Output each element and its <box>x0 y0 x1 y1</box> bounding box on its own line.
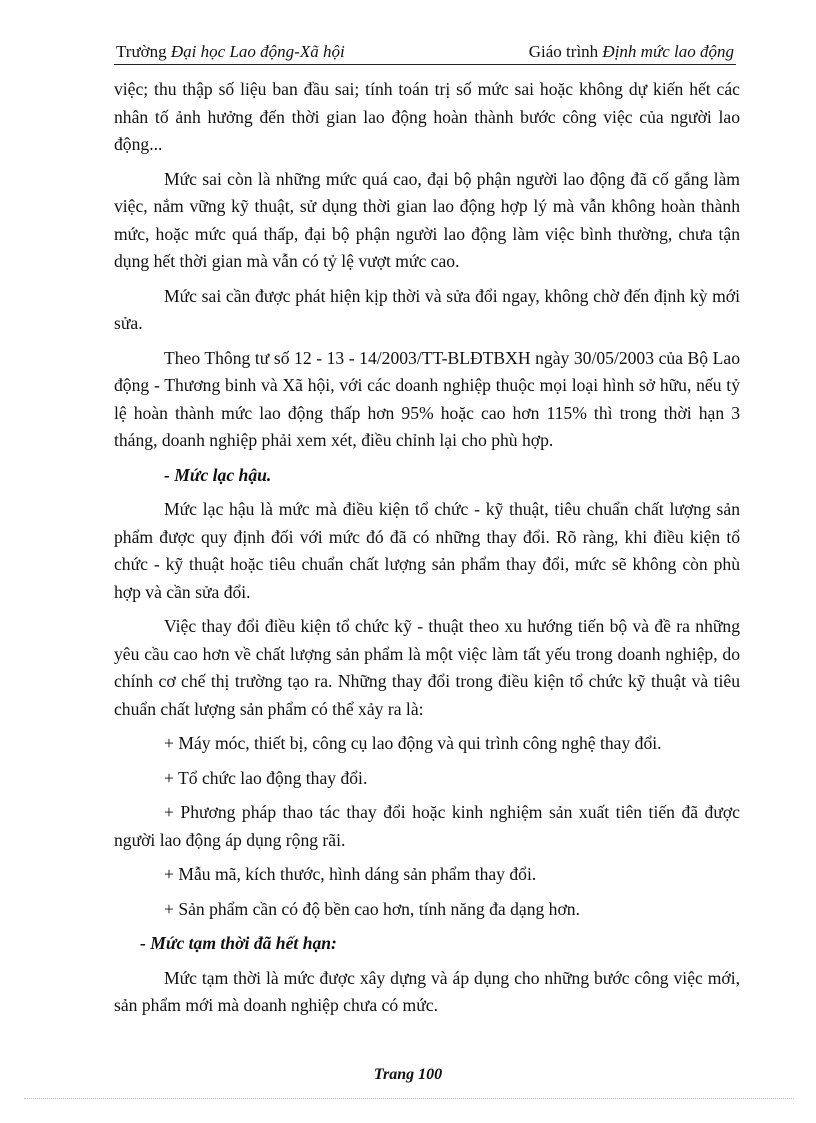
header-school-name: Đại học Lao động-Xã hội <box>170 42 345 61</box>
bullet-1: + Máy móc, thiết bị, công cụ lao động và qui trình công nghệ thay đổi. <box>164 733 662 753</box>
header-school <box>116 42 345 62</box>
bullet-5: + Sản phẩm cần có độ bền cao hơn, tính năng đa dạng hơn. <box>164 898 580 919</box>
document-body <box>114 76 740 1027</box>
paragraph-1: việc; thu thập số liệu ban đầu sai; tính toán trị số mức sai hoặc không dự kiến hết các nhân tố ảnh hưởng đến thời gian lao động hoàn thành bước công việc của người lao động... <box>114 79 740 154</box>
section-heading-outdated: - Mức lạc hậu. <box>164 464 272 485</box>
header-textbook-prefix: Giáo trình <box>528 42 603 61</box>
bullet-2: + Tổ chức lao động thay đổi. <box>164 767 368 788</box>
paragraph-2: Mức sai còn là những mức quá cao, đại bộ phận người lao động đã cố gắng làm việc, nắm vững kỹ thuật, sử dụng thời gian lao động hợp lý mà vẫn không hoàn thành mức, hoặc mức quá thấp, đại bộ phận người lao động làm việc bình thường, chưa tận dụng hết thời gian mà vẫn có tỷ lệ vượt mức cao. <box>114 168 740 271</box>
section-heading-expired: - Mức tạm thời đã hết hạn: <box>140 933 337 953</box>
paragraph-5: Mức lạc hậu là mức mà điều kiện tổ chức - kỹ thuật, tiêu chuẩn chất lượng sản phẩm được quy định đối với mức đó đã có những thay đổi. Rõ ràng, khi điều kiện tổ chức - kỹ thuật hoặc tiêu chuẩn chất lượng sản phẩm thay đổi, mức sẽ không còn phù hợp và cần sửa đổi. <box>114 499 740 602</box>
header-school-prefix: Trường <box>116 42 171 61</box>
bullet-4: + Mẫu mã, kích thước, hình dáng sản phẩm thay đổi. <box>164 864 537 884</box>
bullet-3: + Phương pháp thao tác thay đổi hoặc kinh nghiệm sản xuất tiên tiến đã được người lao động áp dụng rộng rãi. <box>114 802 740 850</box>
paragraph-3: Mức sai cần được phát hiện kịp thời và sửa đổi ngay, không chờ đến định kỳ mới sửa. <box>114 285 740 333</box>
header-textbook-title: Định mức lao động <box>602 42 734 61</box>
paragraph-7: Mức tạm thời là mức được xây dựng và áp dụng cho những bước công việc mới, sản phẩm mới mà doanh nghiệp chưa có mức. <box>114 967 740 1015</box>
page-bottom-divider <box>24 1098 794 1099</box>
paragraph-6: Việc thay đổi điều kiện tổ chức kỹ - thuật theo xu hướng tiến bộ và đề ra những yêu cầu cao hơn về chất lượng sản phẩm là một việc làm tất yếu trong doanh nghiệp, do chính cơ chế thị trường tạo ra. Những thay đổi trong điều kiện tổ chức kỹ thuật và tiêu chuẩn chất lượng sản phẩm có thể xảy ra là: <box>114 616 740 719</box>
page-header <box>114 40 736 65</box>
paragraph-4: Theo Thông tư số 12 - 13 - 14/2003/TT-BLĐTBXH ngày 30/05/2003 của Bộ Lao động - Thương binh và Xã hội, với các doanh nghiệp thuộc mọi loại hình sở hữu, nếu tỷ lệ hoàn thành mức lao động thấp hơn 95% hoặc cao hơn 115% thì trong thời hạn 3 tháng, doanh nghiệp phải xem xét, điều chỉnh lại cho phù hợp. <box>114 347 740 450</box>
header-textbook <box>529 42 734 62</box>
page-number: Trang 100 <box>373 1066 443 1083</box>
